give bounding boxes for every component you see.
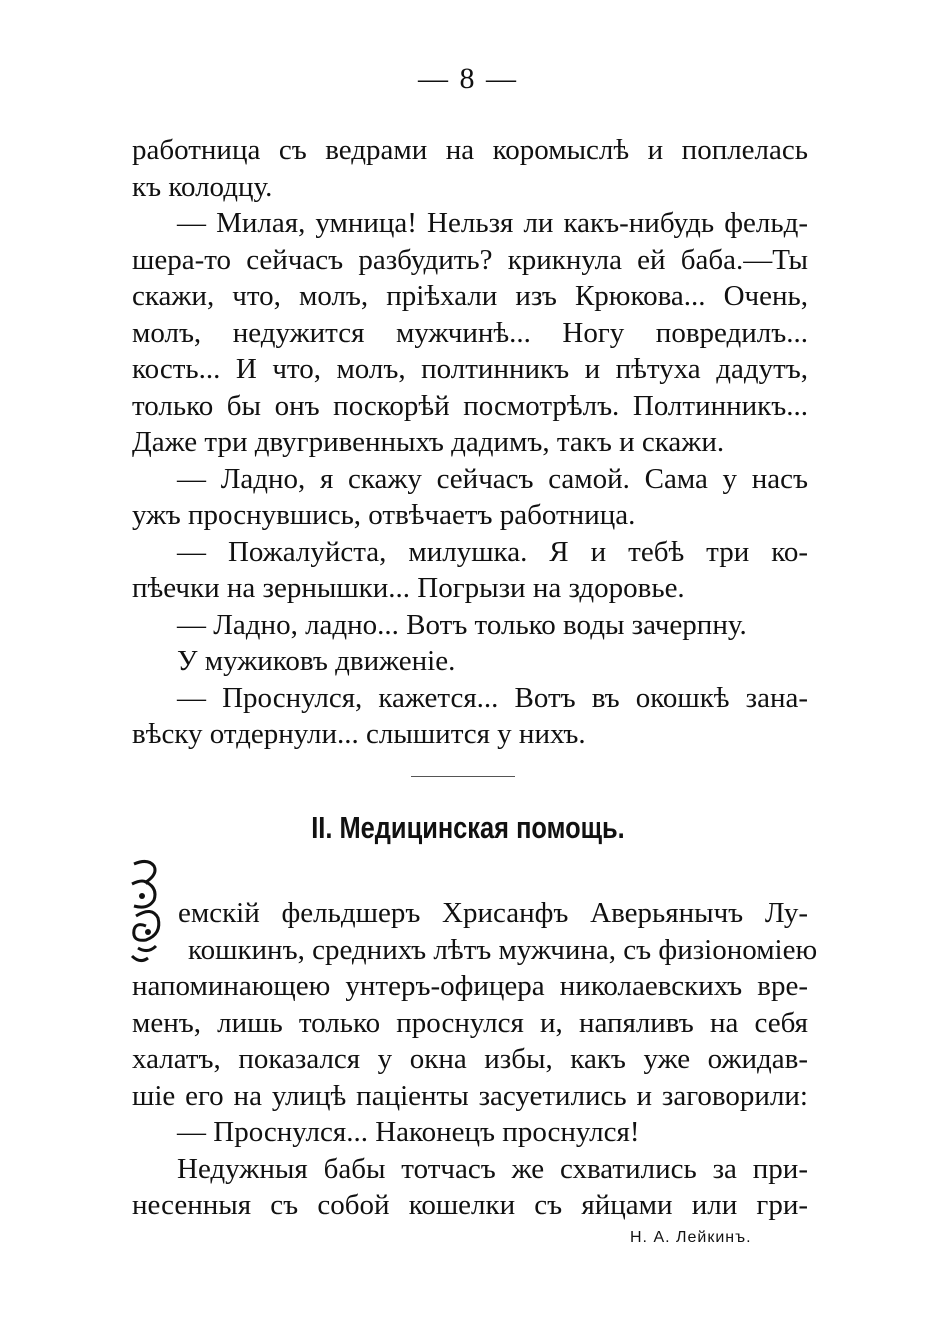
text-line: — Милая, умница! Нельзя ли какъ-нибудь фельд-: [177, 207, 808, 239]
section-divider: [411, 776, 515, 777]
page-number: — 8 —: [418, 62, 518, 95]
text-line: У мужиковъ движеніе.: [177, 645, 456, 677]
text-line: шіе его на улицѣ паціенты засуетились и заговорили:: [132, 1079, 808, 1112]
text-line: — Проснулся... Наконецъ проснулся!: [177, 1116, 640, 1148]
text-line: кошкинъ, среднихъ лѣтъ мужчина, съ физіономіею: [188, 933, 818, 966]
text-line: шера-то сейчасъ разбудить? крикнула ей баба.—Ты: [132, 243, 808, 276]
chapter-title: II. Медицинская помощь.: [311, 810, 625, 845]
text-line: — Пожалуйста, милушка. Я и тебѣ три ко-: [177, 535, 808, 568]
text-line: несенныя съ собой кошелки съ яйцами или гри-: [132, 1189, 808, 1221]
text-line: работница съ ведрами на коромыслѣ и поплелась: [132, 134, 808, 166]
text-line: молъ, недужится мужчинѣ... Ногу повредилъ...: [132, 316, 808, 349]
text-line: къ колодцу.: [132, 170, 273, 203]
text-line: — Ладно, я скажу сейчасъ самой. Сама у насъ: [177, 462, 808, 495]
text-line: халатъ, показался у окна избы, какъ уже ожидав-: [132, 1043, 808, 1075]
text-line: ужъ проснувшись, отвѣчаетъ работница.: [132, 499, 636, 531]
text-line: пѣечки на зернышки... Погрызи на здоровье.: [132, 572, 685, 604]
text-block-2: [132, 895, 818, 1224]
text-line: вѣску отдернули... слышится у нихъ.: [132, 718, 586, 750]
text-line: — Проснулся, кажется... Вотъ въ окошкѣ зана-: [177, 681, 808, 714]
text-line: емскій фельдшеръ Хрисанфъ Аверьянычъ Лу-: [178, 897, 808, 929]
text-line: кость... И что, молъ, полтинникъ и пѣтуха дадутъ,: [132, 353, 808, 385]
author-signature: Н. А. Лейкинъ.: [630, 1229, 752, 1246]
text-line: Недужныя бабы тотчасъ же схватились за при-: [177, 1152, 808, 1185]
text-block-1: [132, 132, 808, 753]
text-line: — Ладно, ладно... Вотъ только воды зачерпну.: [177, 608, 747, 641]
text-line: менъ, лишь только проснулся и, напяливъ на себя: [132, 1006, 808, 1039]
text-line: напоминающею унтеръ-офицера николаевскихъ вре-: [132, 970, 808, 1002]
text-line: Даже три двугривенныхъ дадимъ, такъ и скажи.: [132, 426, 725, 458]
text-line: скажи, что, молъ, пріѣхали изъ Крюкова... Очень,: [132, 280, 808, 312]
text-line: только бы онъ поскорѣй посмотрѣлъ. Полтинникъ...: [132, 389, 808, 422]
